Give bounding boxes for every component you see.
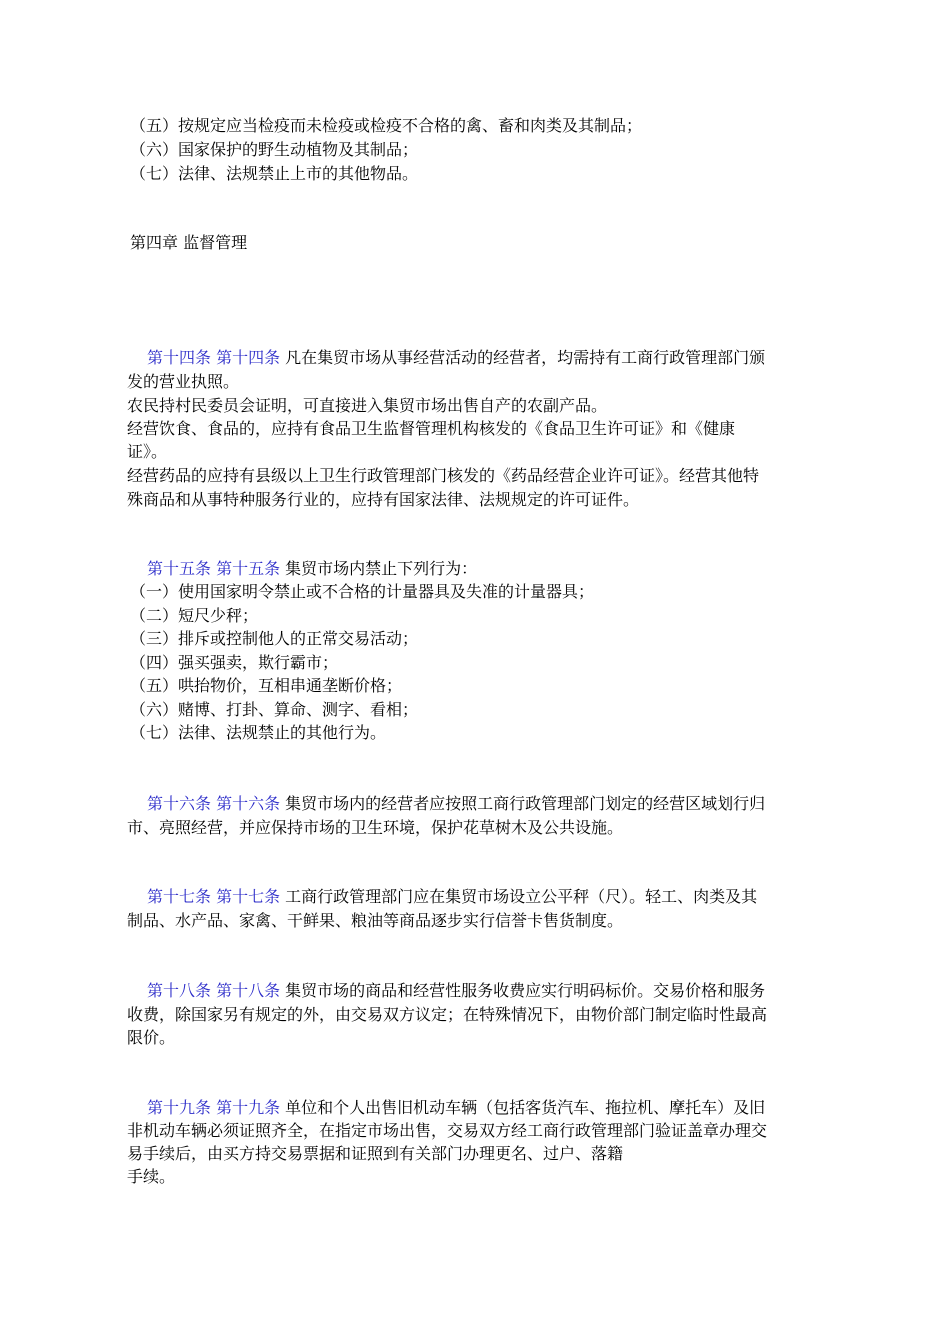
article-17-label: 第十七条 第十七条 <box>147 887 281 906</box>
list-item: （七）法律、法规禁止上市的其他物品。 <box>130 164 419 183</box>
article-18-text: 集贸市场的商品和经营性服务收费应实行明码标价。交易价格和服务 <box>280 981 766 1000</box>
article-17-line-1 <box>147 886 757 908</box>
article-14-text: 凡在集贸市场从事经营活动的经营者，均需持有工商行政管理部门颁 <box>280 348 766 367</box>
list-item: （六）国家保护的野生动植物及其制品； <box>130 140 419 159</box>
article-19-label: 第十九条 第十九条 <box>147 1098 281 1117</box>
article-18-label: 第十八条 第十八条 <box>147 981 281 1000</box>
article-17-line-2: 制品、水产品、家禽、干鲜果、粮油等商品逐步实行信誉卡售货制度。 <box>127 911 624 930</box>
article-17-text: 工商行政管理部门应在集贸市场设立公平秤（尺）。轻工、肉类及其 <box>280 887 758 906</box>
chapter-title: 第四章 监督管理 <box>130 233 248 252</box>
list-item: （五）按规定应当检疫而未检疫或检疫不合格的禽、畜和肉类及其制品； <box>130 116 643 135</box>
article-19-line-4: 手续。 <box>127 1167 176 1186</box>
article-16-line-2: 市、亮照经营，并应保持市场的卫生环境，保护花草树木及公共设施。 <box>127 818 624 837</box>
article-19-text: 单位和个人出售旧机动车辆（包括客货汽车、拖拉机、摩托车）及旧 <box>280 1098 766 1117</box>
article-14-line-2: 发的营业执照。 <box>127 372 240 391</box>
article-14-line-7: 殊商品和从事特种服务行业的，应持有国家法律、法规规定的许可证件。 <box>127 490 640 509</box>
article-14-line-4: 经营饮食、食品的，应持有食品卫生监督管理机构核发的《食品卫生许可证》和《健康 <box>127 419 736 438</box>
article-14-line-6: 经营药品的应持有县级以上卫生行政管理部门核发的《药品经营企业许可证》。经营其他特 <box>127 466 760 485</box>
article-15-line-1 <box>147 558 477 580</box>
list-item: （三）排斥或控制他人的正常交易活动； <box>130 629 419 648</box>
article-15-text: 集贸市场内禁止下列行为： <box>280 559 478 578</box>
article-15-label: 第十五条 第十五条 <box>147 559 281 578</box>
list-item: （一）使用国家明令禁止或不合格的计量器具及失准的计量器具； <box>130 582 595 601</box>
list-item: （七）法律、法规禁止的其他行为。 <box>130 723 387 742</box>
article-18-line-3: 限价。 <box>127 1028 176 1047</box>
article-19-line-2: 非机动车辆必须证照齐全，在指定市场出售，交易双方经工商行政管理部门验证盖章办理交 <box>127 1121 768 1140</box>
article-16-text: 集贸市场内的经营者应按照工商行政管理部门划定的经营区域划行归 <box>280 794 766 813</box>
article-18-line-1 <box>147 980 765 1002</box>
list-item: （六）赌博、打卦、算命、测字、看相； <box>130 700 419 719</box>
article-19-line-3: 易手续后，由买方持交易票据和证照到有关部门办理更名、过户、落籍 <box>127 1144 624 1163</box>
article-16-label: 第十六条 第十六条 <box>147 794 281 813</box>
article-16-line-1 <box>147 793 765 815</box>
list-item: （四）强买强卖，欺行霸市； <box>130 653 339 672</box>
article-14-line-1 <box>147 347 765 369</box>
article-14-label: 第十四条 第十四条 <box>147 348 281 367</box>
article-14-line-3: 农民持村民委员会证明，可直接进入集贸市场出售自产的农副产品。 <box>127 396 608 415</box>
article-19-line-1 <box>147 1097 765 1119</box>
article-14-line-5: 证》。 <box>127 442 168 461</box>
list-item: （二）短尺少秤； <box>130 606 259 625</box>
article-18-line-2: 收费，除国家另有规定的外，由交易双方议定；在特殊情况下，由物价部门制定临时性最高 <box>127 1005 768 1024</box>
list-item: （五）哄抬物价，互相串通垄断价格； <box>130 676 403 695</box>
